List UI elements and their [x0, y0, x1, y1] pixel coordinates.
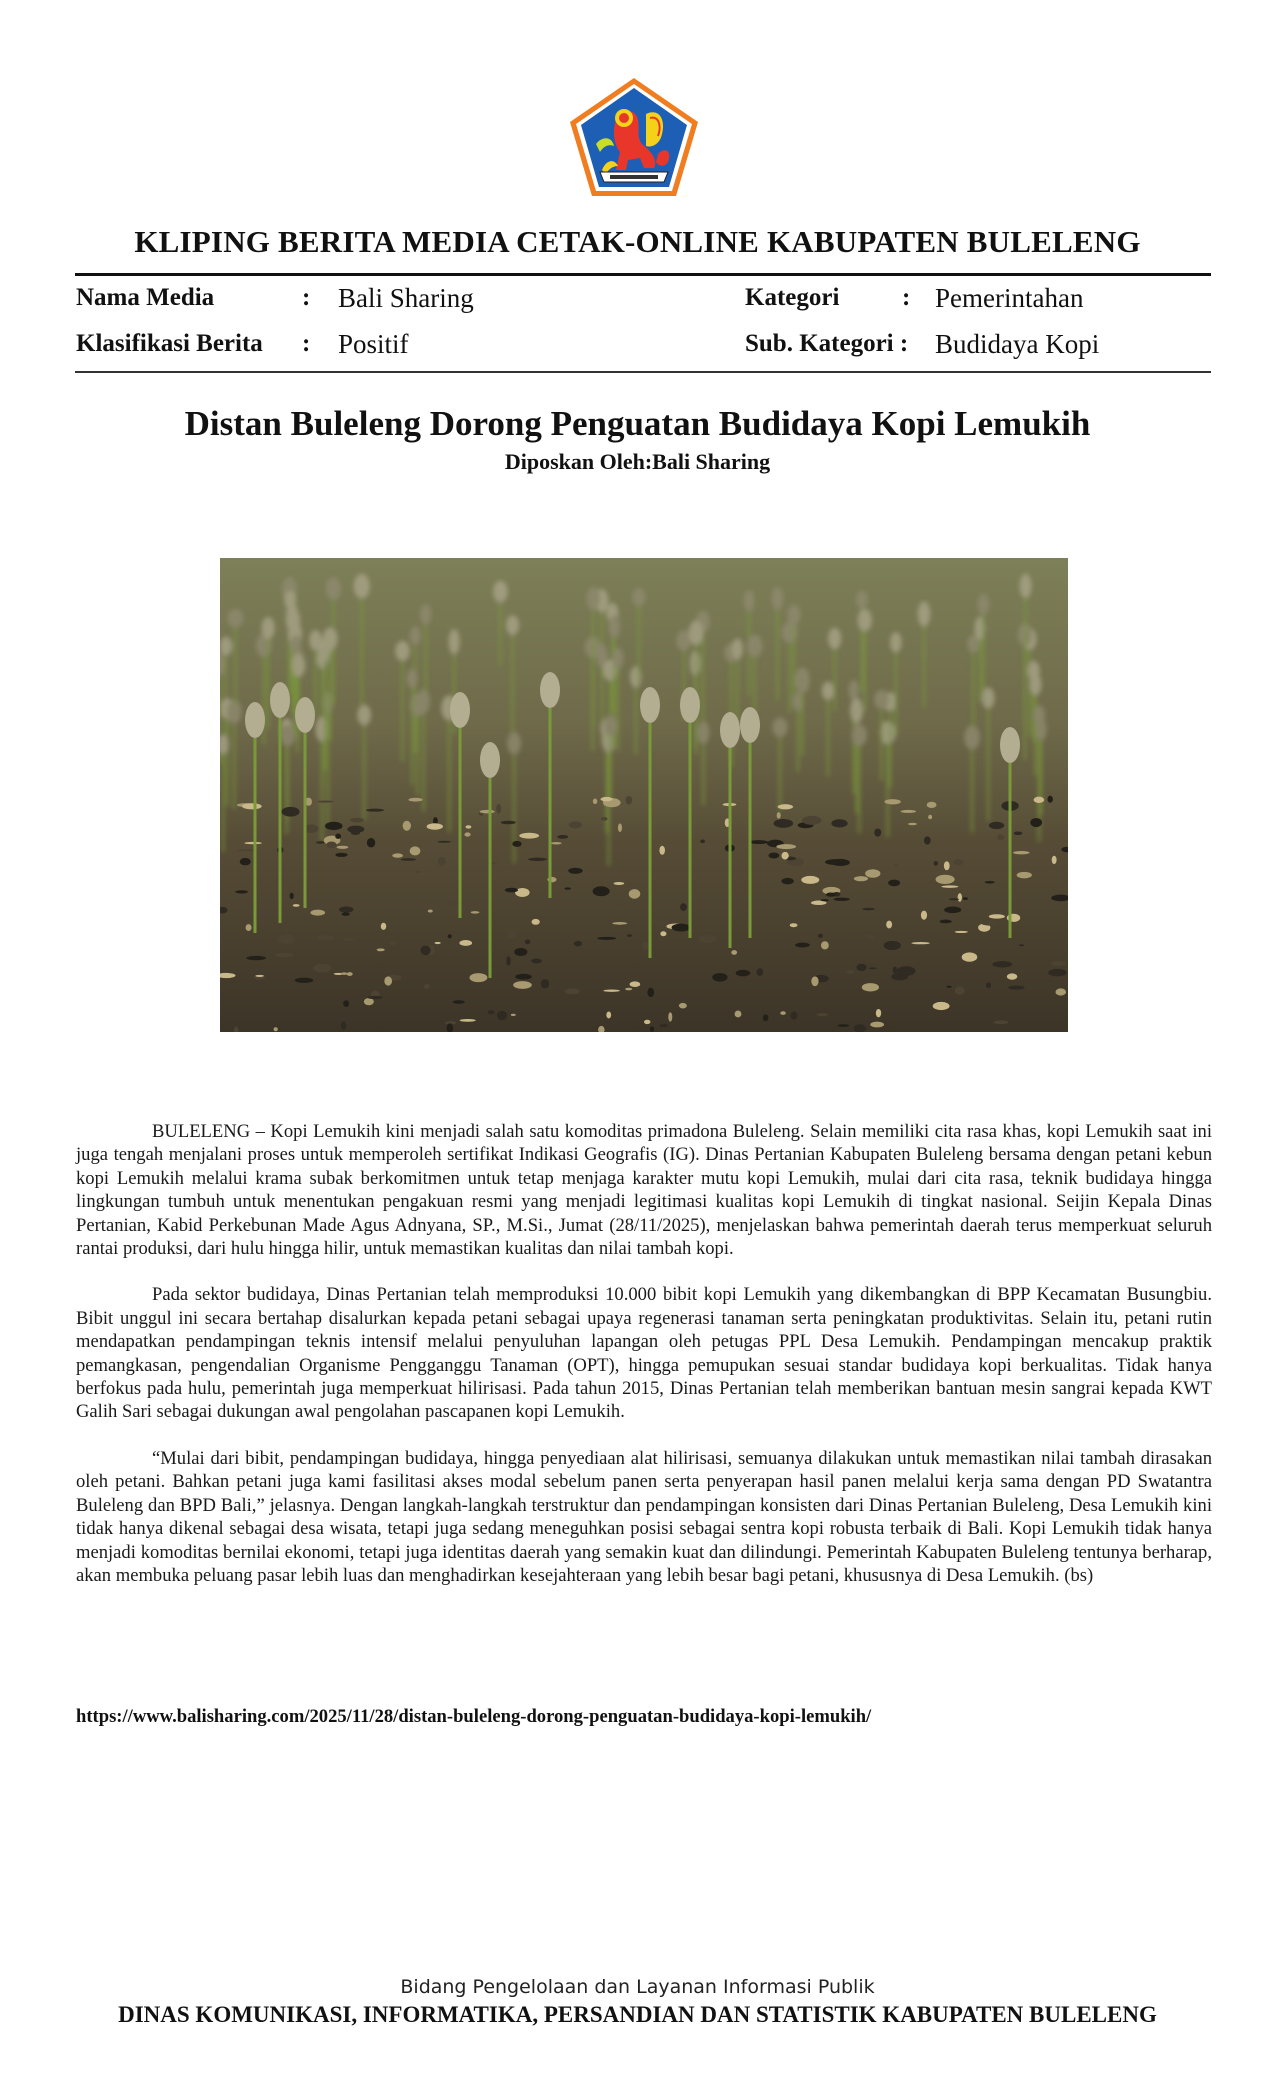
crest-icon: [566, 74, 702, 200]
media-label: Nama Media: [76, 284, 215, 311]
footer-unit: Bidang Pengelolaan dan Layanan Informasi Publik: [400, 1976, 875, 1998]
subcategory-value: Budidaya Kopi: [935, 329, 1100, 359]
category-colon: :: [902, 284, 911, 311]
media-colon: :: [302, 284, 311, 311]
category-label: Kategori: [745, 284, 840, 311]
classification-label: Klasifikasi Berita: [76, 330, 263, 357]
article-photo: [220, 558, 1068, 1032]
footer-agency: DINAS KOMUNIKASI, INFORMATIKA, PERSANDIAN DAN STATISTIK KABUPATEN BULELENG: [118, 2002, 1157, 2027]
classification-colon: :: [302, 330, 311, 357]
classification-value: Positif: [338, 329, 409, 359]
buleleng-crest-logo: [566, 74, 702, 200]
article-paragraph: “Mulai dari bibit, pendampingan budidaya, hingga penyediaan alat hilirisasi, semuanya dilakukan untuk memastikan nilai tambah dirasakan oleh petani. Bahkan petani juga kami fasilitasi akses modal sebelum panen serta penyerapan hasil panen melalui kerja sama dengan PD Swatantra Buleleng dan BPD Bali,” jelasnya. Dengan langkah-langkah terstruktur dan pendampingan konsisten dari Dinas Pertanian Buleleng, Desa Lemukih kini tidak hanya dikenal sebagai desa wisata, tetapi juga sedang meneguhkan posisi sebagai sentra kopi robusta terbaik di Bali. Kopi Lemukih tidak hanya menjadi komoditas bernilai ekonomi, tetapi juga identitas daerah yang semakin kuat dan dilindungi. Pemerintah Kabupaten Buleleng tentunya berharap, akan membuka peluang pasar lebih luas dan menghadirkan kesejahteraan yang lebih besar bagi petani, khususnya di Desa Lemukih. (bs): [76, 1447, 1212, 1586]
header-divider-top: [75, 273, 1211, 276]
media-value: Bali Sharing: [338, 283, 474, 313]
article-body: [76, 1120, 1212, 1610]
subcategory-label: Sub. Kategori :: [745, 330, 909, 357]
coffee-seedlings-photo-icon: [220, 558, 1068, 1032]
article-paragraph: BULELENG – Kopi Lemukih kini menjadi salah satu komoditas primadona Buleleng. Selain memiliki cita rasa khas, kopi Lemukih saat ini juga tengah menjalani proses untuk memperoleh sertifikat Indikasi Geografis (IG). Dinas Pertanian Kabupaten Buleleng bersama dengan petani kebun kopi Lemukih melalui krama subak berkomitmen untuk tetap menjaga karakter mutu kopi Lemukih, mulai dari cita rasa, teknik budidaya hingga lingkungan tumbuh untuk menentukan pengakuan resmi yang menjadi legitimasi kualitas kopi Lemukih di tingkat nasional. Seijin Kepala Dinas Pertanian, Kabid Perkebunan Made Agus Adnyana, SP., M.Si., Jumat (28/11/2025), menjelaskan bahwa pemerintah daerah terus memperkuat seluruh rantai produksi, dari hulu hingga hilir, untuk memastikan kualitas dan nilai tambah kopi.: [76, 1121, 1212, 1260]
category-value: Pemerintahan: [935, 283, 1084, 313]
source-link[interactable]: https://www.balisharing.com/2025/11/28/distan-buleleng-dorong-penguatan-budidaya-kopi-lemukih/: [76, 1706, 872, 1727]
header-divider-bottom: [75, 371, 1211, 373]
article-paragraph: Pada sektor budidaya, Dinas Pertanian telah memproduksi 10.000 bibit kopi Lemukih yang dikembangkan di BPP Kecamatan Busungbiu. Bibit unggul ini secara bertahap disalurkan kepada petani sebagai upaya regenerasi tanaman serta peningkatan produktivitas. Selain itu, petani rutin mendapatkan pendampingan teknis intensif melalui penyuluhan lapangan oleh petugas PPL Desa Lemukih. Pendampingan mencakup praktik pemangkasan, pengendalian Organisme Pengganggu Tanaman (OPT), hingga pemupukan sesuai standar budidaya kopi berkualitas. Tidak hanya berfokus pada hulu, pemerintah juga memperkuat hilirisasi. Pada tahun 2015, Dinas Pertanian telah memberikan bantuan mesin sangrai kepada KWT Galih Sari sebagai dukungan awal pengolahan pascapanen kopi Lemukih.: [76, 1284, 1212, 1423]
document-title: KLIPING BERITA MEDIA CETAK-ONLINE KABUPATEN BULELENG: [134, 224, 1141, 259]
article-byline: Diposkan Oleh:Bali Sharing: [504, 449, 771, 474]
article-headline: Distan Buleleng Dorong Penguatan Budidaya Kopi Lemukih: [184, 404, 1091, 443]
